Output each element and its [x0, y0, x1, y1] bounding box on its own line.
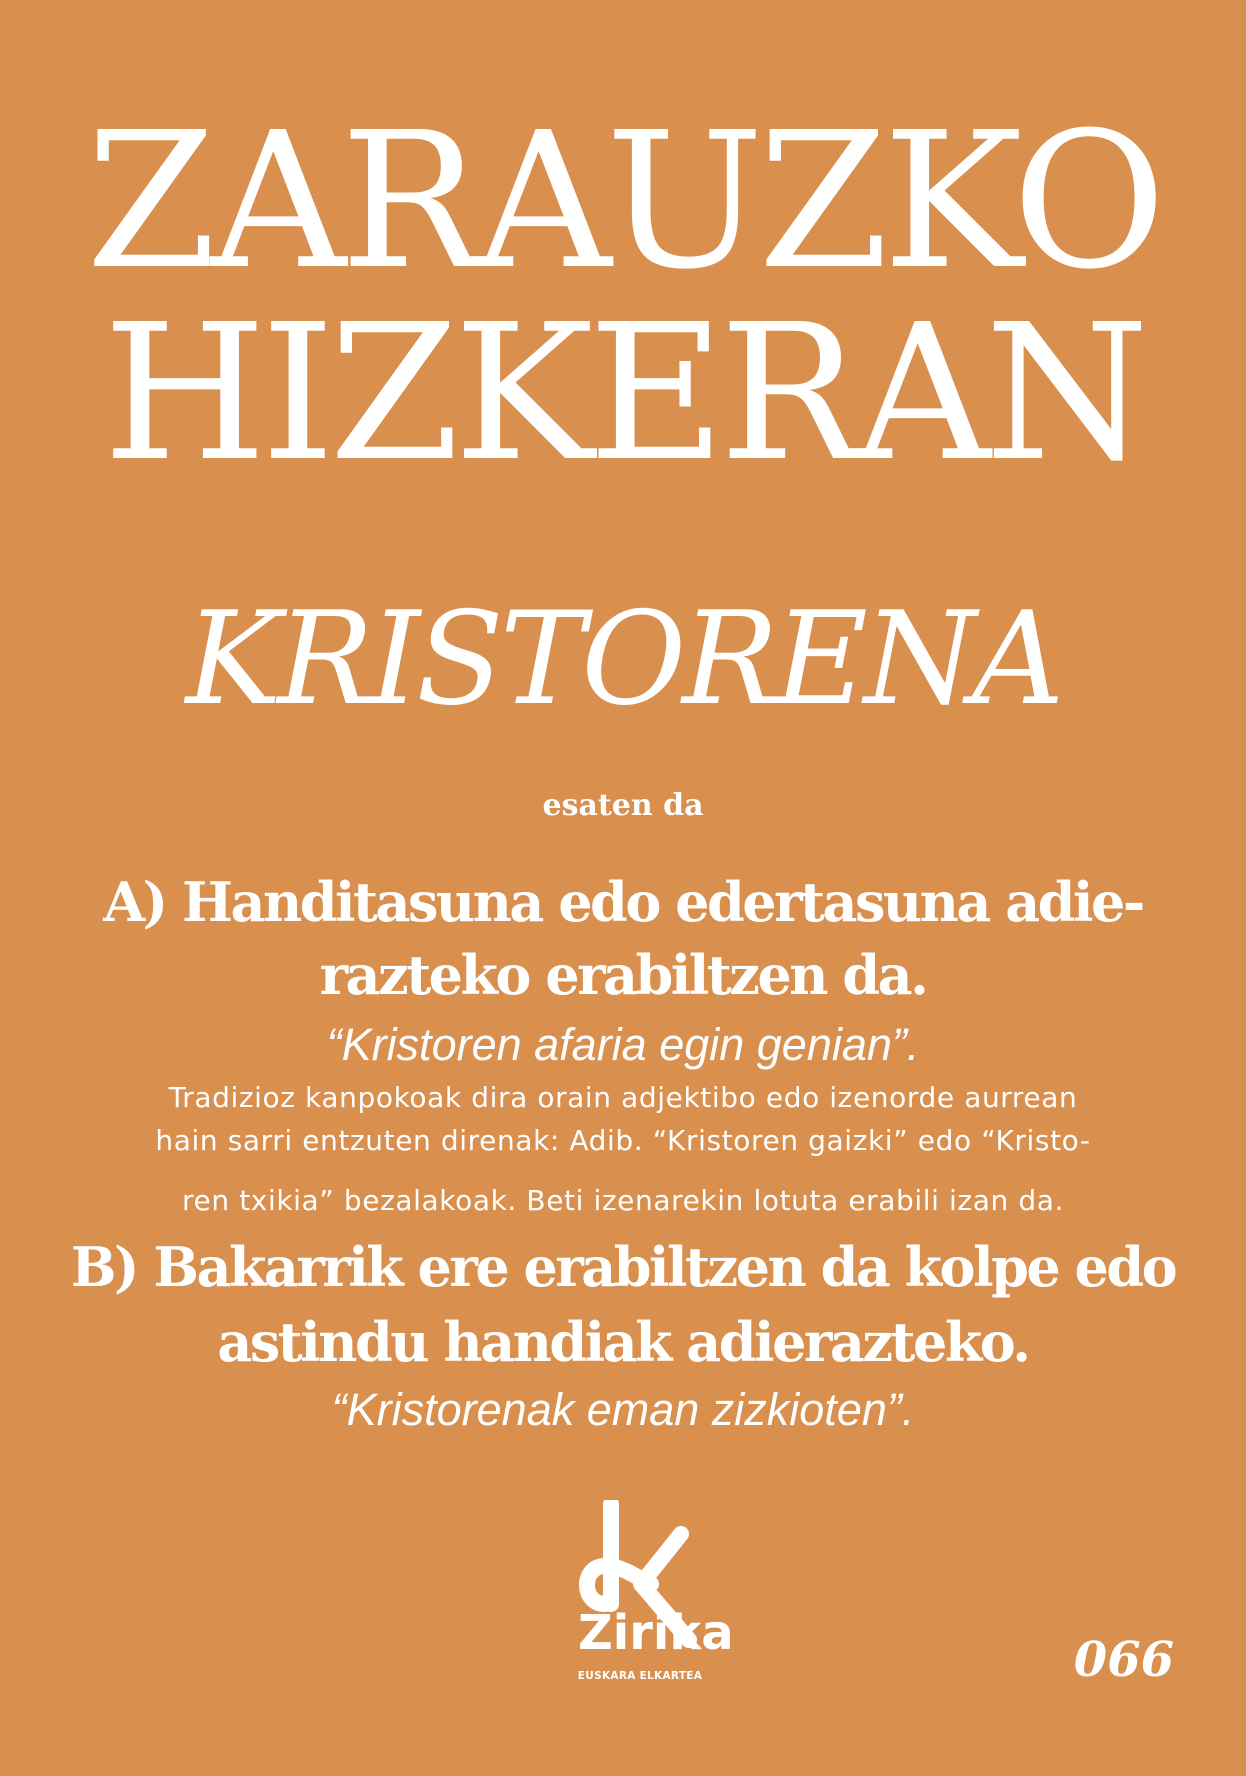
logo-name: Zirika [578, 1605, 734, 1661]
sense-b-line-2: astindu handiak adierazteko. [217, 1310, 1029, 1374]
intro-text: esaten da [542, 788, 704, 823]
sense-a-note-line-2: hain sarri entzuten direnak: Adib. “Kristoren gaizki” edo “Kristo- [155, 1124, 1091, 1157]
logo-subtitle: EUSKARA ELKARTEA [577, 1670, 703, 1682]
sense-a-line-1: A) Handitasuna edo edertasuna adie- [103, 870, 1143, 934]
sense-a-line-2: razteko erabiltzen da. [319, 943, 927, 1007]
term-heading: KRISTORENA [185, 585, 1061, 734]
issue-number: 066 [1073, 1632, 1174, 1688]
sense-a-note-line-3: ren txikia” bezalakoak. Beti izenarekin lotuta erabili izan da. [182, 1184, 1064, 1217]
series-title-line-1: ZARAUZKO [85, 92, 1161, 311]
sense-b-line-1: B) Bakarrik ere erabiltzen da kolpe edo [70, 1235, 1176, 1299]
sense-a-note-line-1: Tradizioz kanpokoak dira orain adjektibo edo izenorde aurrean [168, 1081, 1078, 1114]
series-title-line-2: HIZKERAN [102, 284, 1144, 503]
sense-b-example: “Kristorenak eman zizkioten”. [331, 1384, 915, 1435]
sense-a-example: “Kristoren afaria egin genian”. [326, 1019, 920, 1070]
